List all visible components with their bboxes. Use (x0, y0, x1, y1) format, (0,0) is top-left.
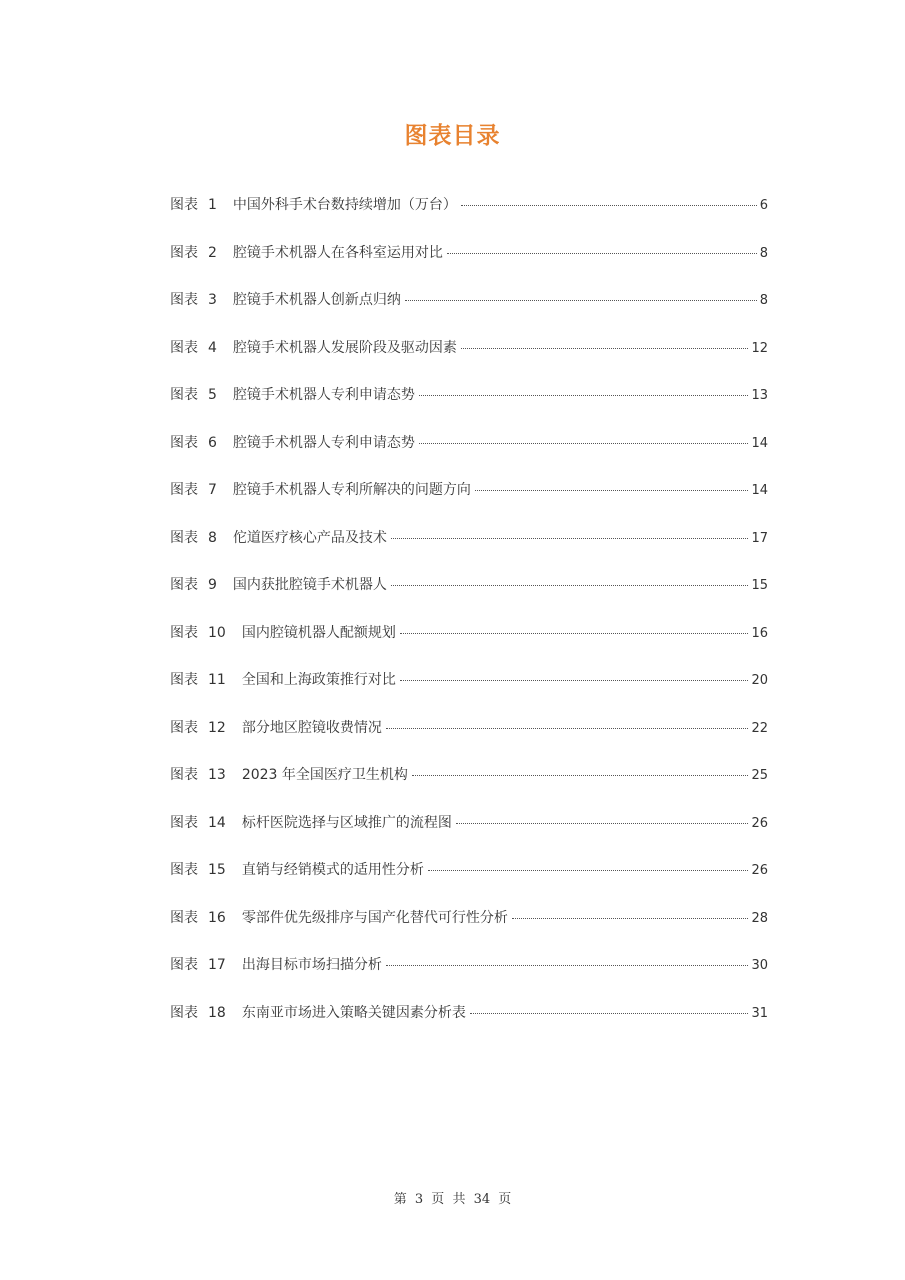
toc-entry-title: 直销与经销模式的适用性分析 (241, 862, 424, 878)
toc-entry-prefix: 图表 (170, 529, 198, 546)
toc-entry-title: 出海目标市场扫描分析 (241, 957, 382, 973)
toc-entry[interactable] (170, 623, 768, 671)
toc-entry-prefix: 图表 (170, 909, 198, 926)
toc-entry-page-number: 8 (759, 293, 768, 308)
toc-dot-leader (470, 1013, 749, 1014)
toc-entry-title: 东南亚市场进入策略关键因素分析表 (241, 1004, 466, 1021)
toc-entry-page-number: 31 (751, 1005, 768, 1021)
page-title: 图表目录 (404, 123, 501, 149)
toc-entry-prefix: 图表 (170, 292, 198, 308)
toc-entry-page-number: 26 (751, 815, 768, 831)
toc-entry[interactable] (170, 908, 768, 956)
toc-entry-prefix: 图表 (170, 482, 198, 498)
toc-dot-leader (447, 253, 757, 254)
toc-dot-leader (512, 918, 749, 919)
toc-entry-page-number: 25 (751, 768, 768, 783)
toc-entry-title: 腔镜手术机器人在各科室运用对比 (232, 244, 443, 261)
toc-entry-title: 中国外科手术台数持续增加（万台） (232, 197, 457, 213)
toc-entry-number: 16 (208, 909, 226, 926)
toc-entry[interactable] (170, 290, 768, 338)
toc-entry-title: 国内获批腔镜手术机器人 (232, 577, 387, 593)
toc-entry-title: 腔镜手术机器人创新点归纳 (232, 292, 401, 308)
toc-entry-title: 佗道医疗核心产品及技术 (232, 529, 387, 546)
toc-entry-number: 15 (208, 862, 226, 878)
toc-entry-number: 7 (208, 482, 217, 498)
toc-dot-leader (391, 585, 749, 586)
toc-entry-title: 腔镜手术机器人专利申请态势 (232, 387, 415, 403)
toc-entry-title: 腔镜手术机器人发展阶段及驱动因素 (232, 339, 457, 356)
toc-entry[interactable] (170, 813, 768, 861)
toc-entry-prefix: 图表 (170, 719, 198, 736)
toc-entry-prefix: 图表 (170, 767, 198, 783)
toc-entry-page-number: 17 (751, 530, 768, 546)
toc-dot-leader (428, 870, 749, 871)
toc-entry-page-number: 20 (751, 673, 768, 688)
toc-entry[interactable] (170, 243, 768, 291)
toc-entry-page-number: 8 (759, 245, 768, 261)
toc-entry-title: 全国和上海政策推行对比 (241, 672, 396, 688)
footer-prefix: 第 (393, 1192, 407, 1207)
toc-entry-page-number: 13 (751, 388, 768, 403)
toc-dot-leader (475, 490, 749, 491)
toc-entry-title: 标杆医院选择与区域推广的流程图 (241, 814, 452, 831)
toc-entry-prefix: 图表 (170, 434, 198, 451)
toc-entry[interactable] (170, 528, 768, 576)
page-footer (0, 1188, 905, 1207)
toc-entry-prefix: 图表 (170, 197, 198, 213)
toc-entry-number: 12 (208, 719, 226, 736)
toc-dot-leader (386, 965, 749, 966)
toc-entry-page-number: 30 (751, 958, 768, 973)
toc-entry-page-number: 14 (751, 483, 768, 498)
toc-entry-page-number: 14 (751, 435, 768, 451)
toc-entry-title: 部分地区腔镜收费情况 (241, 719, 382, 736)
toc-entry-prefix: 图表 (170, 244, 198, 261)
toc-entry-number: 4 (208, 339, 217, 356)
footer-page-word: 页 (431, 1192, 445, 1207)
toc-dot-leader (419, 443, 749, 444)
toc-dot-leader (400, 633, 749, 634)
toc-entry-number: 6 (208, 434, 217, 451)
toc-entry[interactable] (170, 670, 768, 718)
toc-entry-number: 2 (208, 244, 217, 261)
footer-end-word: 页 (498, 1192, 512, 1207)
toc-entry-prefix: 图表 (170, 624, 198, 641)
toc-dot-leader (386, 728, 749, 729)
toc-dot-leader (419, 395, 749, 396)
toc-entry-page-number: 26 (751, 863, 768, 878)
toc-entry-number: 18 (208, 1004, 226, 1021)
toc-entry-page-number: 12 (751, 340, 768, 356)
toc-entry[interactable] (170, 955, 768, 1003)
toc-entry-number: 3 (208, 292, 217, 308)
toc-entry-number: 9 (208, 577, 217, 593)
toc-entry[interactable] (170, 718, 768, 766)
toc-dot-leader (461, 205, 757, 206)
toc-entry[interactable] (170, 1003, 768, 1051)
toc-entry-prefix: 图表 (170, 862, 198, 878)
toc-entry-prefix: 图表 (170, 957, 198, 973)
toc-entry-number: 17 (208, 957, 226, 973)
toc-entry-page-number: 6 (759, 198, 768, 213)
toc-dot-leader (400, 680, 749, 681)
toc-dot-leader (391, 538, 749, 539)
toc-entry-page-number: 22 (751, 720, 768, 736)
footer-total-pages: 34 (473, 1192, 491, 1207)
toc-entry-number: 11 (208, 672, 226, 688)
toc-entry-title: 2023 年全国医疗卫生机构 (241, 767, 408, 783)
toc-entry[interactable] (170, 480, 768, 528)
toc-entry-number: 8 (208, 529, 217, 546)
toc-entry-prefix: 图表 (170, 339, 198, 356)
toc-entry-number: 1 (208, 197, 217, 213)
toc-entry-page-number: 15 (751, 578, 768, 593)
toc-dot-leader (461, 348, 749, 349)
toc-entry-prefix: 图表 (170, 672, 198, 688)
toc-entry-prefix: 图表 (170, 387, 198, 403)
toc-entry-number: 10 (208, 624, 226, 641)
toc-entry[interactable] (170, 860, 768, 908)
figure-toc-list (170, 195, 768, 1050)
toc-dot-leader (456, 823, 749, 824)
toc-entry-number: 13 (208, 767, 226, 783)
toc-entry-title: 腔镜手术机器人专利申请态势 (232, 434, 415, 451)
toc-entry[interactable] (170, 433, 768, 481)
toc-entry[interactable] (170, 575, 768, 623)
footer-total-word: 共 (452, 1192, 466, 1207)
toc-entry[interactable] (170, 765, 768, 813)
toc-entry-title: 国内腔镜机器人配额规划 (241, 624, 396, 641)
toc-entry[interactable] (170, 195, 768, 243)
toc-entry-page-number: 16 (751, 625, 768, 641)
toc-entry[interactable] (170, 385, 768, 433)
toc-dot-leader (412, 775, 749, 776)
toc-entry-number: 14 (208, 814, 226, 831)
toc-entry-prefix: 图表 (170, 1004, 198, 1021)
toc-entry-prefix: 图表 (170, 814, 198, 831)
toc-entry-title: 腔镜手术机器人专利所解决的问题方向 (232, 482, 471, 498)
toc-entry[interactable] (170, 338, 768, 386)
toc-entry-page-number: 28 (751, 910, 768, 926)
footer-current-page: 3 (414, 1192, 424, 1207)
toc-entry-prefix: 图表 (170, 577, 198, 593)
toc-entry-title: 零部件优先级排序与国产化替代可行性分析 (241, 909, 508, 926)
toc-entry-number: 5 (208, 387, 217, 403)
toc-dot-leader (405, 300, 757, 301)
